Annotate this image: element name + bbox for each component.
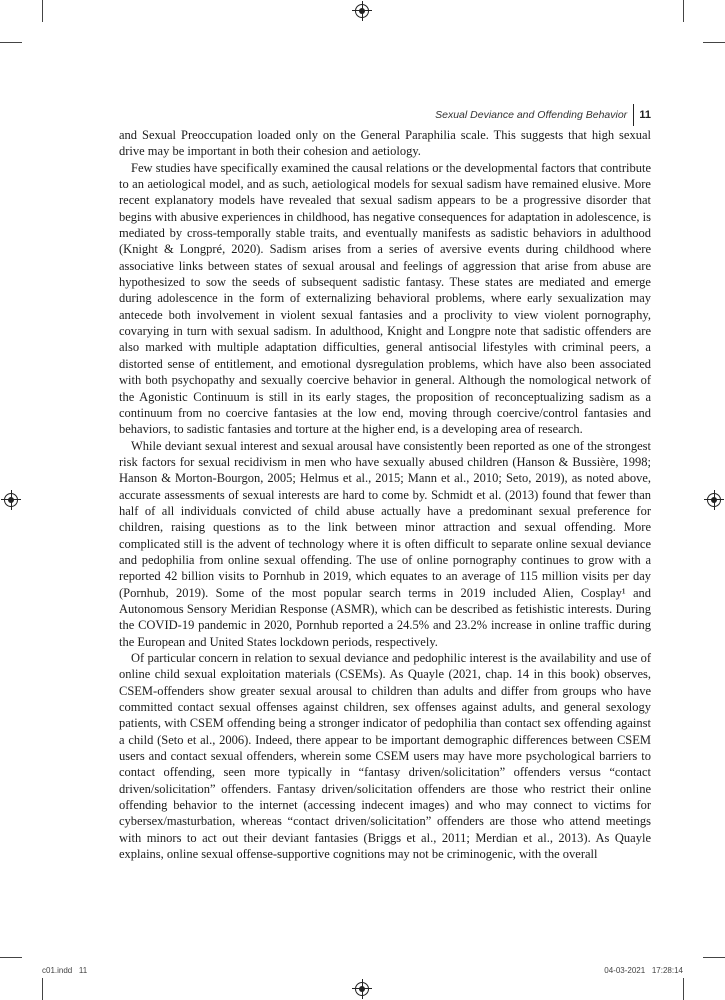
crop-mark-bottom-left-horizontal [0, 957, 22, 958]
body-text [119, 127, 651, 862]
crop-mark-top-left-horizontal [0, 42, 22, 43]
crop-mark-top-right-vertical [683, 0, 684, 22]
registration-mark-right-icon [707, 493, 721, 507]
footer-timestamp: 04-03-2021 17:28:14 [604, 966, 683, 975]
crop-mark-top-left-vertical [42, 0, 43, 22]
paragraph-deviant-interest: While deviant sexual interest and sexual arousal have consistently been reported as one of the strongest risk factors for sexual recidivism in men who have sexually abused children (Hanson & Bussière, 1998; Hanson & Morton-Bourgon, 2005; Helmus et al., 2015; Mann et al., 2010; Seto, 2019), as noted above, accurate assessments of sexual interests are hard to come by. Schmidt et al. (2013) found that fewer than half of all individuals convicted of child abuse actually have a predominant sexual preference for children, raising questions as to the link between minor attraction and sexual offending. More complicated still is the advent of technology where it is often difficult to separate online sexual deviance and pedophilia from online sexual offending. The use of online pornography continues to grow with a reported 42 billion visits to Pornhub in 2019, which equates to an average of 115 million visits per day (Pornhub, 2019). Some of the most popular search terms in 2019 included Alien, Cosplay¹ and Autonomous Sensory Meridian Response (ASMR), which can be described as fetishistic interests. During the COVID-19 pandemic in 2020, Pornhub reported a 24.5% and 23.2% increase in online traffic during the European and United States lockdown periods, respectively. [119, 438, 651, 649]
crop-mark-top-right-horizontal [703, 42, 725, 43]
paragraph-continuation: and Sexual Preoccupation loaded only on the General Paraphilia scale. This suggests that high sexual drive may be important in both their cohesion and aetiology. [119, 128, 651, 159]
registration-mark-top-icon [355, 4, 369, 18]
running-title: Sexual Deviance and Offending Behavior [435, 109, 628, 121]
registration-mark-left-icon [4, 493, 18, 507]
header-divider [633, 104, 634, 126]
registration-mark-bottom-icon [355, 982, 369, 996]
paragraph-csem: Of particular concern in relation to sexual deviance and pedophilic interest is the availability and use of online child sexual exploitation materials (CSEMs). As Quayle (2021, chap. 14 in this book) observes, CSEM-offenders show greater sexual arousal to children than adults and differ from groups who have committed contact sexual offenses against children, sex offenses against adults, and general sexology patients, with CSEM offending being a stronger indicator of pedophilia than contact sex offending against a child (Seto et al., 2006). Indeed, there appear to be important demographic differences between CSEM users and contact sexual offenders, wherein some CSEM users may have more psychological barriers to contact offending, seen more typically in “fantasy driven/solicitation” offenders versus “contact driven/solicitation” offenders. Fantasy driven/solicitation offenders are those who restrict their online offending behavior to the internet (accessing indecent images) and who may connect to victims for cybersex/masturbation, whereas “contact driven/solicitation” offenders are those who attend meetings with minors to act out their deviant fantasies (Briggs et al., 2011; Merdian et al., 2013). As Quayle explains, online sexual offense-supportive cognitions may not be criminogenic, with the overall [119, 651, 651, 862]
running-header [0, 104, 651, 126]
footer-file-name: c01.indd 11 [42, 966, 88, 975]
crop-mark-bottom-right-vertical [683, 978, 684, 1000]
paragraph-aetiology-sadism: Few studies have specifically examined the causal relations or the developmental factors that contribute to an aetiological model, and as such, aetiological models for sexual sadism have remained elusive. More recent explanatory models have revealed that sexual sadism appears to be a progressive disorder that begins with abusive experiences in childhood, has negative consequences for adaptation in adolescence, is mediated by cross-temporally stable traits, and eventually manifests as sadistic behaviors in adulthood (Knight & Longpré, 2020). Sadism arises from a series of aversive events during childhood where associative links between states of sexual arousal and feelings of aggression that arise from abuse are hypothesized to sow the seeds of subsequent sadistic fantasy. These states are mediated and emerge during adolescence in the form of externalizing behavioral problems, where early sexualization may antecede both involvement in violent sexual fantasies and a proclivity to view violent pornography, covarying in turn with sexual sadism. In adulthood, Knight and Longpre note that sadistic offenders are also marked with multiple adaptation difficulties, general antisocial lifestyles with criminal peers, a distorted sense of entitlement, and emotional dysregulation problems, which have also been associated with both psychopathy and sexually coercive behavior in general. Although the nomological network of the Agonistic Continuum is still in its early stages, the proposition of reconceptualizing sadism as a continuum from no coercive fantasies at the low end, moving through coercive/control fantasies and behaviors, to sadistic fantasies and torture at the higher end, is a developing area of research. [119, 160, 651, 437]
crop-mark-bottom-right-horizontal [703, 957, 725, 958]
crop-mark-bottom-left-vertical [42, 978, 43, 1000]
page-number: 11 [639, 109, 651, 121]
